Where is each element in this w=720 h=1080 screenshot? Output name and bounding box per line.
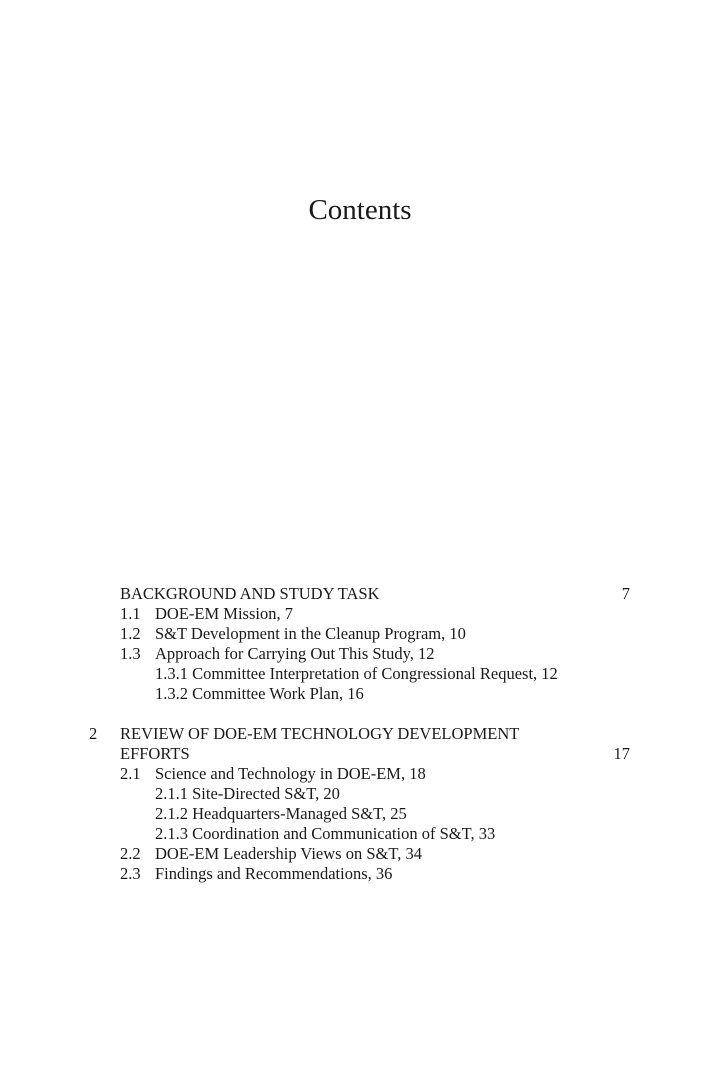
toc-entry [120,864,393,884]
section-number: 2.3 [120,864,141,883]
toc-subentry: 2.1.2 Headquarters-Managed S&T, 25 [155,804,407,823]
chapter-number: 2 [89,724,98,743]
chapter-page: 7 [621,584,630,603]
toc-subentry: 1.3.1 Committee Interpretation of Congressional Request, 12 [155,664,558,683]
section-number: 1.2 [120,624,141,643]
section-title: Findings and Recommendations, 36 [155,864,393,883]
section-title: DOE-EM Leadership Views on S&T, 34 [155,844,422,863]
chapter-page: 17 [613,744,630,763]
toc-entry [120,844,422,864]
toc-entry [120,604,293,624]
toc-entry [120,624,466,644]
section-number: 1.1 [120,604,141,623]
toc-subentry: 2.1.3 Coordination and Communication of S&T, 33 [155,824,496,843]
section-number: 2.2 [120,844,141,863]
section-title: Approach for Carrying Out This Study, 12 [155,644,435,663]
toc-entry [120,644,435,664]
section-title: S&T Development in the Cleanup Program, 10 [155,624,466,643]
chapter-title: BACKGROUND AND STUDY TASK [120,584,380,603]
chapter-title-line2: EFFORTS [120,744,190,763]
toc-subentry: 1.3.2 Committee Work Plan, 16 [155,684,364,703]
toc-subentry: 2.1.1 Site-Directed S&T, 20 [155,784,340,803]
section-title: DOE-EM Mission, 7 [155,604,293,623]
section-number: 2.1 [120,764,141,783]
toc-entry [120,764,426,784]
section-title: Science and Technology in DOE-EM, 18 [155,764,426,783]
chapter-title-line1: REVIEW OF DOE-EM TECHNOLOGY DEVELOPMENT [120,724,520,743]
section-number: 1.3 [120,644,141,663]
page-title: Contents [308,194,412,226]
